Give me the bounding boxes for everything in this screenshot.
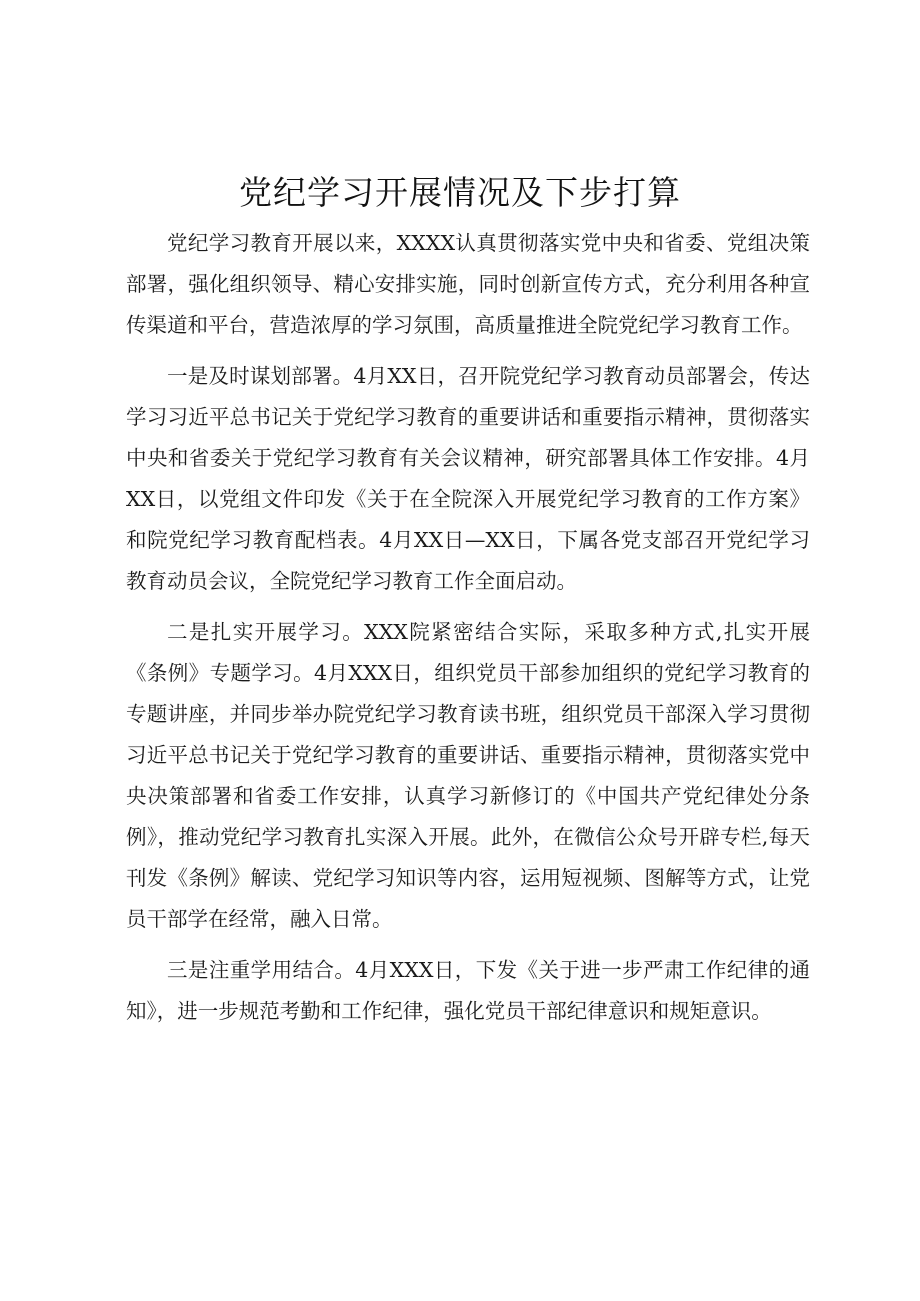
document-body [126,223,810,1042]
paragraph-study: 二是扎实开展学习。XXX院紧密结合实际，采取多种方式,扎实开展《条例》专题学习。4月XXX日，组织党员干部参加组织的党纪学习教育的专题讲座，并同步举办院党纪学习教育读书班，组织党员干部深入学习贯彻习近平总书记关于党纪学习教育的重要讲话、重要指示精神，贯彻落实党中央决策部署和省委工作安排，认真学习新修订的《中国共产党纪律处分条例》，推动党纪学习教育扎实深入开展。此外，在微信公众号开辟专栏,每天刊发《条例》解读、党纪学习知识等内容，运用短视频、图解等方式，让党员干部学在经常，融入日常。 [126,620,810,931]
paragraph-planning: 一是及时谋划部署。4月XX日，召开院党纪学习教育动员部署会，传达学习习近平总书记关于党纪学习教育的重要讲话和重要指示精神，贯彻落实中央和省委关于党纪学习教育有关会议精神，研究部署具体工作安排。4月XX日，以党组文件印发《关于在全院深入开展党纪学习教育的工作方案》和院党纪学习教育配档表。4月XX日—XX日，下属各党支部召开党纪学习教育动员会议，全院党纪学习教育工作全面启动。 [126,364,810,593]
document-title: 党纪学习开展情况及下步打算 [239,173,681,212]
paragraph-intro: 党纪学习教育开展以来，XXXX认真贯彻落实党中央和省委、党组决策部署，强化组织领导、精心安排实施，同时创新宣传方式，充分利用各种宣传渠道和平台，营造浓厚的学习氛围，高质量推进全院党纪学习教育工作。 [126,231,810,337]
paragraph-application: 三是注重学用结合。4月XXX日，下发《关于进一步严肃工作纪律的通知》，进一步规范考勤和工作纪律，强化党员干部纪律意识和规矩意识。 [126,958,810,1023]
